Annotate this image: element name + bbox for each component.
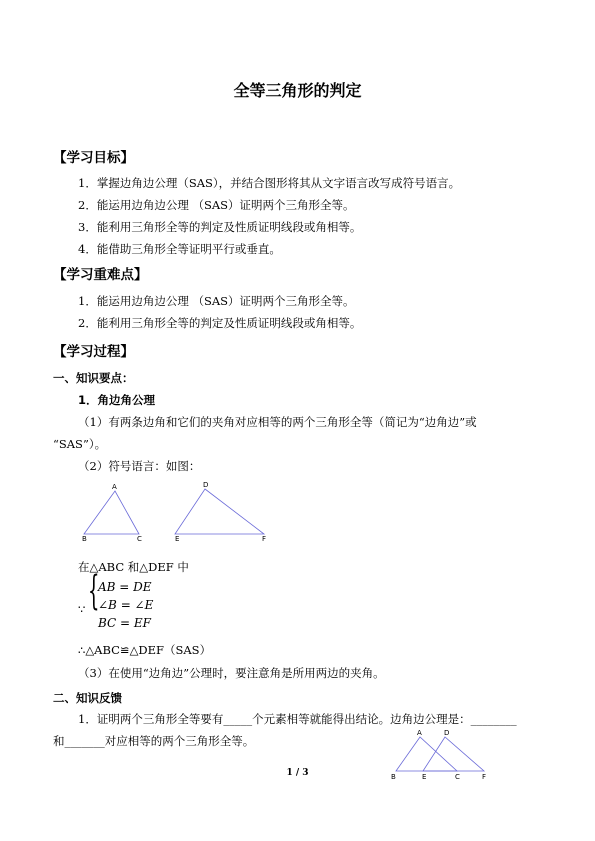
equation-3: BC = EF [98,616,151,630]
feedback-1a: 1．证明两个三角形全等要有_____个元素相等就能得出结论。边角边公理是：________ [78,712,517,726]
goal-item-4: 4．能借助三角形全等证明平行或垂直。 [78,242,281,256]
label-c: C [137,535,142,543]
key-item-2: 2．能利用三角形全等的判定及性质证明线段或角相等。 [78,316,362,330]
para-2: （2）符号语言：如图： [78,459,201,473]
label-e2: E [422,773,427,781]
label-f2: F [482,773,487,781]
label-b2: B [391,773,396,781]
therefore-line: ∴△ABC≌△DEF（SAS） [78,643,212,657]
goal-item-1: 1．掌握边角边公理（SAS），并结合图形将其从文字语言改写成符号语言。 [78,176,461,190]
part2-heading: 二、知识反馈 [53,691,122,705]
page-number: 1 / 3 [286,768,309,778]
in-line: 在△ABC 和△DEF 中 [78,560,189,574]
para-3: （3）在使用“边角边”公理时，要注意角是所用两边的夹角。 [78,666,385,680]
para-1b: “SAS”）。 [53,437,107,451]
equation-1: AB = DE [98,580,152,594]
goal-item-2: 2．能运用边角边公理 （SAS）证明两个三角形全等。 [78,198,355,212]
label-d2: D [444,729,450,737]
label-d: D [203,481,209,489]
goal-item-3: 3．能利用三角形全等的判定及性质证明线段或角相等。 [78,220,362,234]
sub1-heading: 1．角边角公理 [78,393,156,407]
equation-2: ∠B = ∠E [98,598,154,612]
feedback-1b: 和_______对应相等的两个三角形全等。 [53,734,255,748]
label-c2: C [455,773,460,781]
label-a: A [112,483,117,491]
label-b: B [82,535,87,543]
part1-heading: 一、知识要点： [53,371,134,385]
label-f: F [262,535,267,543]
because-symbol: ∵ [78,602,86,616]
label-e: E [175,535,180,543]
key-heading: 【学习重难点】 [53,267,148,283]
label-a2: A [417,729,422,737]
process-heading: 【学习过程】 [53,344,134,360]
goals-heading: 【学习目标】 [53,150,134,166]
page-title: 全等三角形的判定 [233,81,362,100]
left-brace: { [88,568,100,614]
triangle-figure-1 [78,478,278,544]
key-item-1: 1．能运用边角边公理 （SAS）证明两个三角形全等。 [78,294,355,308]
para-1a: （1）有两条边角和它们的夹角对应相等的两个三角形全等（简记为“边角边”或 [78,415,477,429]
